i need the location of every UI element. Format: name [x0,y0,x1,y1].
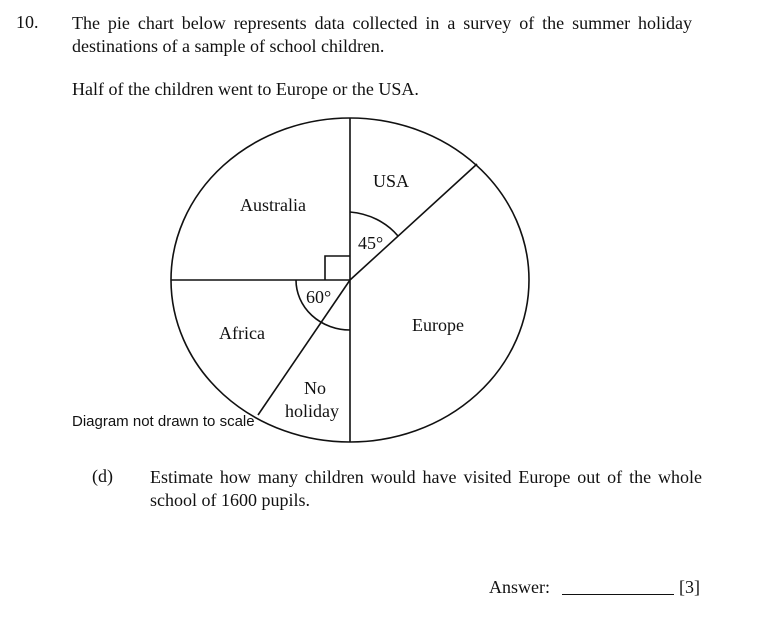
question-intro: The pie chart below represents data collected in a survey of the summer holiday destinations of a sample of school children. [72,13,692,56]
part-d-label: (d) [92,466,113,486]
label-no-holiday-2: holiday [285,401,339,421]
label-europe: Europe [412,315,464,335]
diagram-note: Diagram not drawn to scale [72,413,255,430]
label-usa: USA [373,171,410,191]
label-no-holiday-1: No [304,378,326,398]
angle-usa: 45° [358,233,384,253]
question-number: 10. [16,12,39,32]
answer-blank[interactable] [562,594,674,595]
marks-badge: [3] [679,577,700,597]
right-angle-marker [325,256,350,280]
question-fact: Half of the children went to Europe or the USA. [72,79,419,99]
answer-label: Answer: [489,577,550,597]
part-d-question: Estimate how many children would have visited Europe out of the whole school of 1600 pupils. [150,467,702,510]
radius-usa-europe [350,164,477,280]
label-africa: Africa [219,323,265,343]
angle-60: 60° [306,287,332,307]
label-australia: Australia [240,195,306,215]
